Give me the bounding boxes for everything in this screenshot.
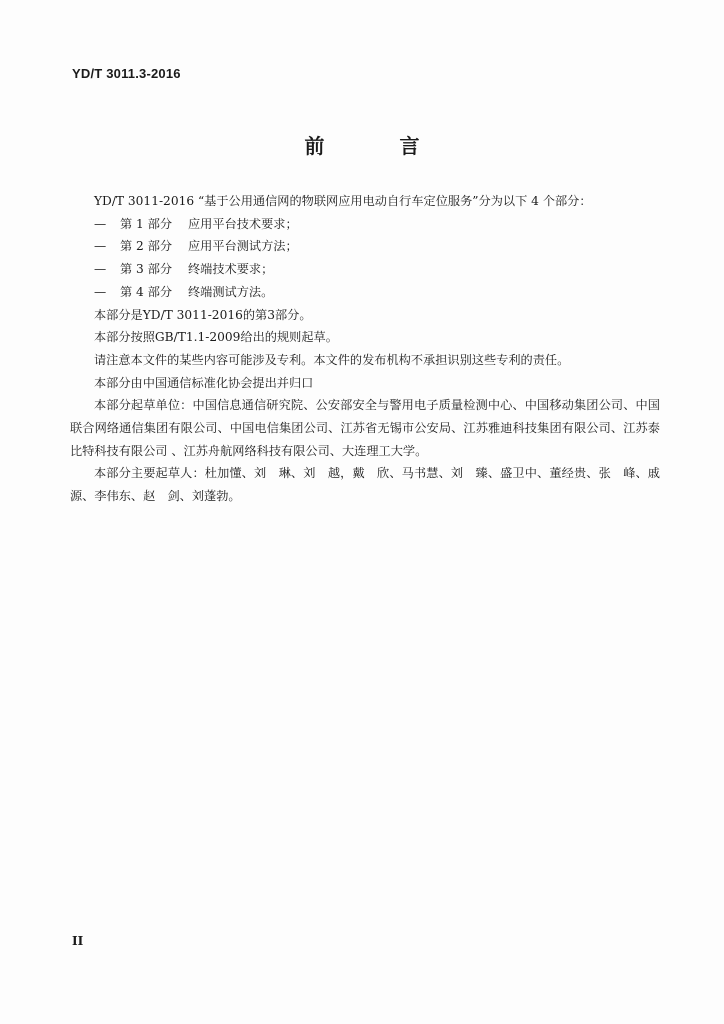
list-dash: — — [94, 262, 107, 277]
list-dash: — — [94, 239, 107, 254]
page-title: 前 言 — [304, 134, 454, 158]
document-body — [70, 190, 673, 508]
part-name: 终端技术要求； — [188, 262, 274, 277]
part-name: 终端测试方法。 — [188, 284, 274, 299]
part-number: 第 1 部分 — [120, 216, 173, 231]
patent-notice: 请注意本文件的某些内容可能涉及专利。本文件的发布机构不承担识别这些专利的责任。 — [94, 352, 570, 367]
drafting-units: 本部分起草单位：中国信息通信研究院、公安部安全与警用电子质量检测中心、中国移动集团公司、中国联合网络通信集团有限公司、中国电信集团公司、江苏省无锡市公安局、江苏雅迪科技集团有限公司、江苏泰比特科技有限公司 、江苏舟航网络科技有限公司、大连理工大学。 — [70, 398, 660, 458]
part-number: 第 3 部分 — [120, 262, 173, 277]
list-dash: — — [94, 284, 107, 299]
drafting-rules: 本部分按照GB/T1.1-2009给出的规则起草。 — [94, 330, 338, 345]
part-number: 第 4 部分 — [120, 284, 173, 299]
document-id: YD/T 3011.3-2016 — [72, 66, 181, 81]
drafters: 本部分主要起草人：杜加懂、刘 琳、刘 越，戴 欣、马书慧、刘 臻、盛卫中、董经贵、张 峰、戚 源、李伟东、赵 剑、刘蓬勃。 — [70, 466, 673, 504]
part-number: 第 2 部分 — [120, 239, 173, 254]
part-statement: 本部分是YD/T 3011-2016的第3部分。 — [94, 307, 312, 322]
proposer-statement: 本部分由中国通信标准化协会提出并归口 — [94, 375, 314, 390]
list-item — [70, 281, 660, 304]
part-name: 应用平台技术要求； — [188, 216, 298, 231]
list-item — [70, 258, 660, 281]
part-name: 应用平台测试方法； — [188, 239, 298, 254]
list-dash: — — [94, 216, 107, 231]
list-item — [70, 213, 660, 236]
intro-paragraph: YD/T 3011-2016 “基于公用通信网的物联网应用电动自行车定位服务”分为以下 4 个部分： — [94, 194, 592, 208]
page-number: II — [72, 934, 84, 948]
list-item — [70, 235, 660, 258]
